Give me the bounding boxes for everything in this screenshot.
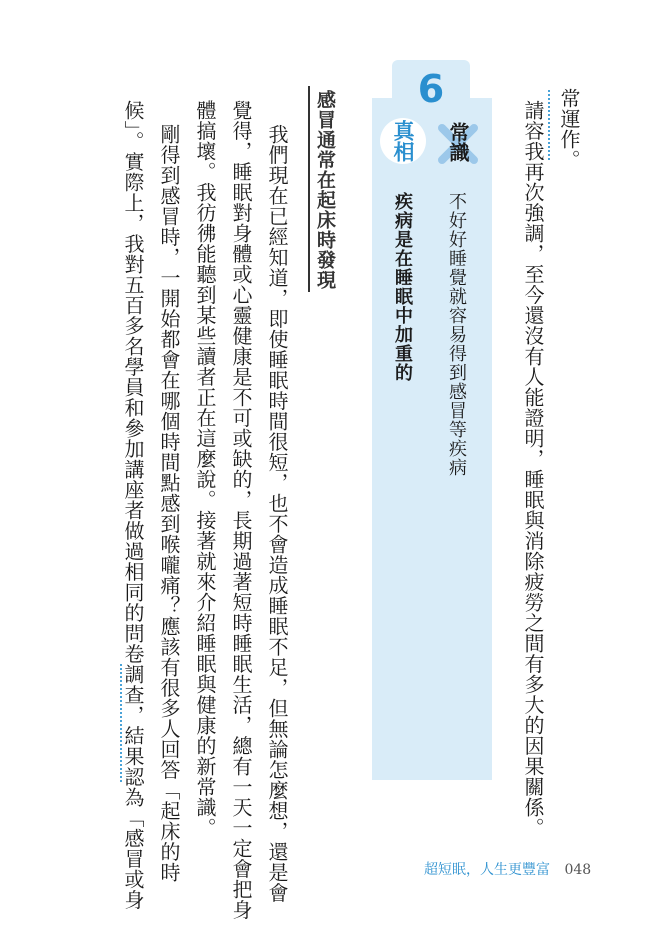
book-title: 超短眠，人生更豐富: [424, 862, 550, 878]
heading-rule: [308, 86, 310, 292]
text-column-2: 請容我再次強調，至今還沒有人能證明，睡眠與消除疲勞之間有多大的因果關係。: [521, 100, 545, 838]
dotted-marker-top: [548, 90, 550, 160]
myth-statement: 不好好睡覺就容易得到感冒等疾病: [446, 192, 467, 477]
body-column-4: 剛得到感冒時，一開始都會在哪個時間點感到喉嚨痛？應該有很多人回答「起床的時: [157, 124, 181, 883]
page-number: 048: [564, 862, 592, 878]
callout-box: [372, 98, 492, 780]
truth-label: 真相: [391, 120, 415, 162]
myth-label: 常識: [446, 122, 470, 162]
body-column-5: 候」。實際上，我對五百多名學員和參加講座者做過相同的問卷調查，結果認為「感冒或身: [121, 100, 145, 910]
truth-statement: 疾病是在睡眠中加重的: [392, 192, 413, 382]
section-heading: 感冒通常在起床時發現: [314, 90, 336, 290]
callout-number: 6: [417, 67, 445, 111]
body-column-2: 覺得，睡眠對身體或心靈健康是不可或缺的，長期過著短時睡眠生活，總有一天一定會把身: [229, 100, 253, 920]
page-footer: [424, 859, 591, 879]
body-column-3: 體搞壞。我彷彿能聽到某些讀者正在這麼說。接著就來介紹睡眠與健康的新常識。: [193, 100, 217, 838]
body-column-1: 我們現在已經知道，即使睡眠時間很短，也不會造成睡眠不足，但無論怎麼想，還是會: [265, 124, 289, 903]
text-column-1: 常運作。: [557, 88, 581, 170]
